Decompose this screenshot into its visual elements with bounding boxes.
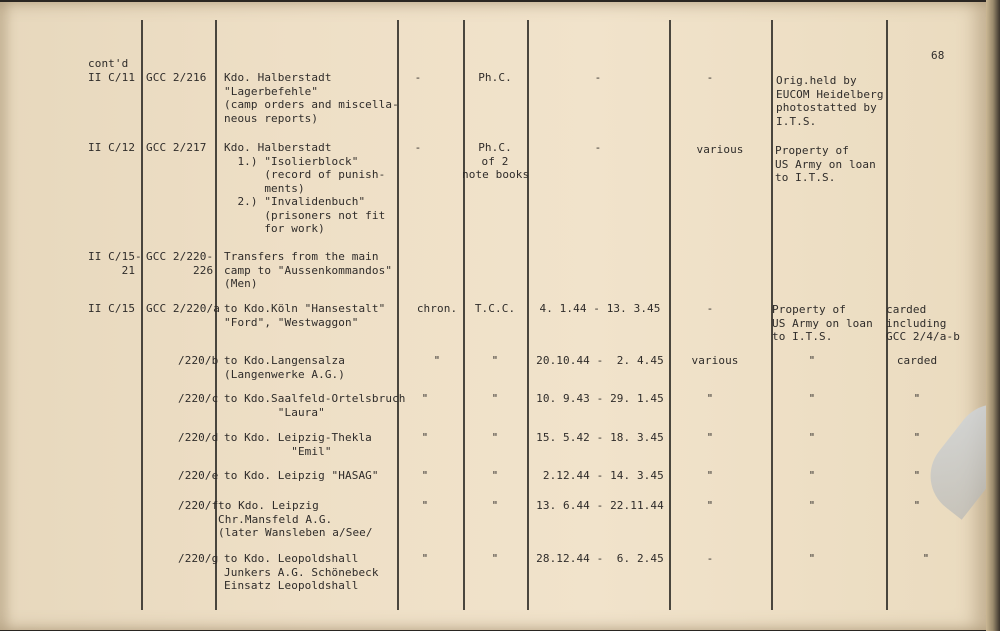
row-description: to Kdo. Leipzig "HASAG" [224, 469, 379, 482]
row-description: to Kdo.Langensalza (Langenwerke A.G.) [224, 354, 346, 381]
row-col5: " [491, 431, 499, 444]
row-id: II C/15 [88, 302, 136, 315]
row-col6: 2.12.44 - 14. 3.45 [536, 469, 664, 482]
row-col4: " [421, 392, 429, 405]
row-description: Kdo. Halberstadt 1.) "Isolierblock" (record of punish- ments) 2.) "Invalidenbuch" (prisoners not fit for work) [224, 141, 386, 235]
row-col6: 13. 6.44 - 22.11.44 [536, 499, 664, 512]
row-col6: 10. 9.43 - 29. 1.45 [536, 392, 664, 405]
row-col4: chron. [416, 302, 458, 315]
row-col9: " [922, 552, 930, 565]
row-col8: " [808, 431, 816, 444]
row-col9: " [913, 469, 921, 482]
row-col8: " [808, 469, 816, 482]
row-col7: " [706, 431, 714, 444]
row-col6: 4. 1.44 - 13. 3.45 [539, 302, 661, 315]
row-col7: - [706, 302, 714, 315]
row-gcc: GCC 2/217 [146, 141, 207, 154]
row-col4: " [421, 469, 429, 482]
row-col7: various [691, 354, 739, 367]
row-col8: " [808, 552, 816, 565]
row-col7: - [706, 71, 714, 84]
row-col8: Orig.held by EUCOM Heidelberg photostatted by I.T.S. [776, 74, 884, 128]
row-col5: " [491, 469, 499, 482]
row-col9: " [913, 392, 921, 405]
column-divider [141, 20, 143, 610]
row-col6: 28.12.44 - 6. 2.45 [536, 552, 664, 565]
row-gcc: /220/b [178, 354, 219, 367]
continued-label: cont'd [88, 57, 129, 70]
row-col5: Ph.C. of 2 note books [462, 141, 530, 181]
row-gcc: /220/g [178, 552, 219, 565]
document-page [0, 2, 988, 630]
row-col7: various [696, 143, 744, 156]
column-divider [527, 20, 529, 610]
row-description: Transfers from the main camp to "Aussenkommandos" (Men) [224, 250, 393, 290]
row-col8: " [808, 499, 816, 512]
row-col7: " [706, 392, 714, 405]
row-description: to Kdo. Leipzig-Thekla "Emil" [224, 431, 372, 458]
row-col6: - [594, 141, 602, 154]
page-edge-shadow [986, 0, 1000, 631]
row-col9: carded including GCC 2/4/a-b [886, 303, 960, 343]
row-gcc: /220/d [178, 431, 219, 444]
row-col4: - [414, 141, 422, 154]
row-col4: - [414, 71, 422, 84]
row-id: II C/11 [88, 71, 136, 84]
row-gcc: GCC 2/220- 226 [146, 250, 214, 277]
row-gcc: GCC 2/220/a [146, 302, 220, 315]
row-col8: Property of US Army on loan to I.T.S. [775, 144, 876, 184]
row-col7: " [706, 469, 714, 482]
page-number: 68 [931, 49, 945, 62]
row-col4: " [421, 552, 429, 565]
row-col8: Property of US Army on loan to I.T.S. [772, 303, 873, 343]
row-description: to Kdo.Saalfeld-Ortelsbruch "Laura" [224, 392, 406, 419]
row-col6: 15. 5.42 - 18. 3.45 [536, 431, 664, 444]
row-col5: " [491, 354, 499, 367]
row-col7: - [706, 552, 714, 565]
row-col4: " [421, 431, 429, 444]
row-col6: 20.10.44 - 2. 4.45 [536, 354, 664, 367]
row-col5: " [491, 392, 499, 405]
row-description: Kdo. Halberstadt "Lagerbefehle" (camp orders and miscella- neous reports) [224, 71, 399, 125]
row-description: to Kdo.Köln "Hansestalt" "Ford", "Westwaggon" [224, 302, 386, 329]
row-col9: carded [896, 354, 938, 367]
row-description: to Kdo. Leipzig Chr.Mansfeld A.G. (later Wansleben a/See/ [218, 499, 373, 539]
row-col5: " [491, 499, 499, 512]
row-gcc: /220/f [178, 499, 219, 512]
row-col4: " [421, 499, 429, 512]
row-col5: " [491, 552, 499, 565]
row-col5: T.C.C. [474, 302, 516, 315]
row-col8: " [808, 354, 816, 367]
row-id: II C/15- 21 [88, 250, 142, 277]
row-col9: " [913, 499, 921, 512]
row-gcc: /220/c [178, 392, 219, 405]
row-col8: " [808, 392, 816, 405]
row-col4: " [433, 354, 441, 367]
row-gcc: GCC 2/216 [146, 71, 207, 84]
row-id: II C/12 [88, 141, 136, 154]
row-gcc: /220/e [178, 469, 219, 482]
row-col9: " [913, 431, 921, 444]
row-col7: " [706, 499, 714, 512]
row-col5: Ph.C. [478, 71, 512, 84]
row-col6: - [594, 71, 602, 84]
row-description: to Kdo. Leopoldshall Junkers A.G. Schönebeck Einsatz Leopoldshall [224, 552, 379, 592]
